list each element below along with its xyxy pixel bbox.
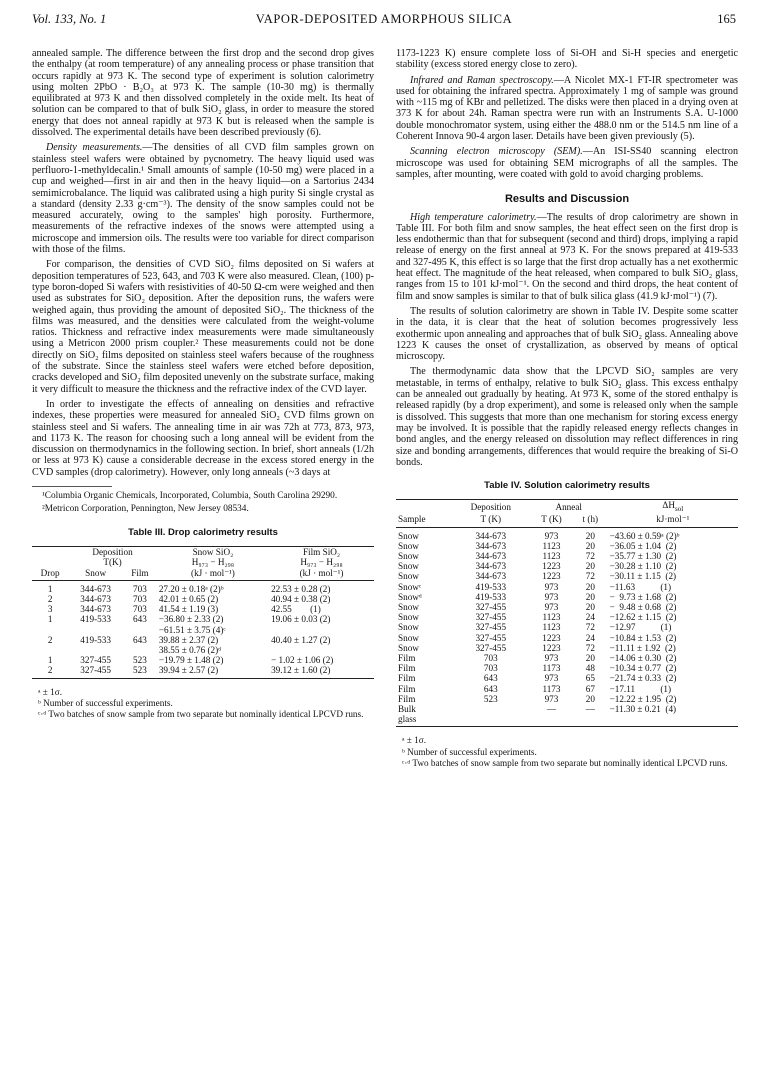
table-cell: 20 [585,653,595,664]
table-cell: 1123 [542,612,561,623]
table-cell: 24 [585,612,595,623]
paragraph: The thermodynamic data show that the LPCVD SiO₂ samples are very metastable, in terms of enthalpy, relative to bulk SiO₂ glass. This excess enthalpy can be annealed out gradually by heating. At 973 K, some of the stored enthalpy is released rapidly (by a drop experiment), and some is released only when the sample is dissolved. This suggests that more than one mechanism for storing excess energy may be involved. It is possible that the rapidly released energy reflects changes in bond angles, and the energy released on dissolution may reflect differences in ring size and bonding arrangements, differences that would require the breaking of Si-O bonds. [396,366,738,468]
table-cell: 72 [585,622,595,633]
table-cell: 419-533 [80,634,111,645]
table-cell: − 9.73 ± 1.68 (2) [609,591,677,602]
table-cell: 643 [133,614,147,625]
paragraph: In order to investigate the effects of annealing on densities and refractive indexes, these properties were measured for annealed SiO₂ CVD films grown on stainless steel and Si wafers. The annealing time in air was 72h at 773, 873, 973, and 1173 K. The reason for choosing such a long anneal will be evident from the discussion on thermodynamics in the following section. In brief, short anneals (1/2h or less at 973 K) cause a considerable decrease in the excess stored energy in the CVD samples (drop calorimetry). However, only long anneals (~3 days at [32,398,374,478]
table-row [32,594,374,604]
table-row [396,592,738,602]
table-cell: 1223 [542,632,561,643]
table-row [32,580,374,594]
table-cell: −10.34 ± 0.77 (2) [609,663,677,674]
table-cell: 344-673 [475,530,507,541]
table-cell: 344-673 [475,561,507,572]
col-header: (kJ · mol⁻¹) [157,568,269,581]
col-header: Film SiO₂ [269,547,374,558]
col-header: Deposition [68,547,157,558]
table-cell: Bulk [398,704,416,715]
table-cell: 65 [585,673,595,684]
col-header: Sample [396,514,452,527]
table-cell: 20 [585,581,595,592]
table-note: ᵃ ± 1σ. [38,686,62,697]
table-cell: 523 [123,665,157,678]
subheading-ir-raman: Infrared and Raman spectroscopy. [410,74,554,86]
dh-subscript: sol [674,505,684,514]
table-row [396,673,738,683]
table-cell: −12.22 ± 1.95 (2) [609,693,677,704]
table-cell: 327-455 [80,655,111,666]
table-cell: Snow [398,530,419,541]
table-cell: 703 [133,583,147,594]
col-header: Anneal [530,500,608,515]
table-body [32,580,374,678]
table-cell: 20 [585,693,595,704]
right-column [396,48,738,769]
table-cell: 27.20 ± 0.18ᵃ (2)ᵇ [158,583,224,594]
table-cell: 973 [544,653,559,664]
table-cell: Film [398,673,416,684]
table-cell: Snow [398,602,419,613]
table-cell: 1 [47,614,53,625]
table-cell: 344-673 [80,593,111,604]
col-header: Drop [32,568,68,581]
table-cell: Snow [398,632,419,643]
table-cell: 1223 [542,571,561,582]
col-header: Deposition [452,500,530,515]
table-cell: 703 [133,604,147,615]
table-cell [32,625,68,635]
table-note: ᶜ·ᵈ Two batches of snow sample from two separate but nominally identical LPCVD runs. [38,708,364,719]
table-cell: − 1.02 ± 1.06 (2) [271,655,334,666]
running-header [32,12,736,32]
footnote: ²Metricon Corporation, Pennington, New Jersey 08534. [42,504,249,515]
col-header: Film [123,568,157,581]
table-cell: −36.80 ± 2.33 (2) [158,614,224,625]
col-header: H₉₇₃ − H₂₉₈ [300,557,343,568]
table-cell: 20 [585,602,595,613]
table-notes [32,687,374,720]
table-cell: 39.88 ± 2.37 (2) [158,634,219,645]
table-cell: 327-455 [475,632,507,643]
table-cell: 20 [585,530,595,541]
table-cell: 703 [133,593,147,604]
table-note: ᵇ Number of successful experiments. [38,697,173,708]
table-notes [396,735,738,768]
table-cell [68,625,123,635]
table-cell: 1223 [542,642,561,653]
col-header: T(K) [103,557,122,568]
table-cell [452,704,530,714]
subheading-calorimetry: High temperature calorimetry. [410,211,537,223]
table-cell: 344-673 [475,571,507,582]
table-cell: 703 [483,663,498,674]
table-cell: 20 [585,540,595,551]
table-cell: −43.60 ± 0.59ᵃ (2)ᵇ [609,530,680,541]
table-cell: — [546,704,557,715]
table-note: ᵇ Number of successful experiments. [402,746,537,757]
table-row [32,655,374,665]
table-cell: — [585,704,595,715]
table-cell: Snow [398,612,419,623]
table-cell: Snow [398,540,419,551]
paragraph: The results of solution calorimetry are shown in Table IV. Despite some scatter in the data, it is clear that the heat of solution becomes progressively less exothermic upon annealing and approaches that of bulk SiO₂ glass. Annealing above 1223 K causes the onset of crystallization, as observed by means of optical microscopy. [396,305,738,363]
table-row [396,684,738,694]
table-row [396,561,738,571]
table-cell: 1123 [542,622,561,633]
paragraph-ir-raman [396,75,738,143]
paragraph-text: —A Nicolet MX-1 FT-IR spectrometer was used for obtaining the infrared spectra. Approximately 1 mg of sample was ground with ~115 mg of KBr and pelletized. The disks were then placed in a drying oven at 373 K for about 24h. Raman spectra were run with an Instruments S.A. U-1000 double monochromator system, using either the 488.0 nm or the 514.5 nm line of a Coherent Innova 90-4 argon laser. Details have been given previously (5). [396,74,738,143]
table-cell [573,714,608,727]
table-solution-calorimetry [396,499,738,727]
table-cell: 643 [483,673,498,684]
table-cell: 523 [133,655,147,666]
footnote-rule [32,486,112,487]
left-column [32,48,374,720]
table-cell: −21.74 ± 0.33 (2) [609,673,677,684]
table-cell: 42.55 (1) [271,604,321,615]
paragraph-calorimetry [396,212,738,302]
table-cell [452,714,530,727]
table-cell: 3 [47,604,53,615]
table-cell: Snowᵈ [398,591,422,602]
table-cell: 1 [47,583,53,594]
table-cell: 643 [483,683,498,694]
paragraph-text: —The results of drop calorimetry are shown in Table III. For both film and snow samples, the heat effect seen on the first drop is less endothermic than that for subsequent (second and third) drops, implying a rapid release of energy on the first anneal at 973 K. For the snows prepared at 419-533 and 327-495 K, this effect is so large that the first drop actually has a net exothermic heat effect. The magnitude of the heat released, when compared to bulk SiO₂ glass, ranges from 15 to 101 kJ·mol⁻¹. On the second and third drops, the heat content of film and snow samples is similar to that of bulk silica glass (41.9 kJ·mol⁻¹) (7). [396,211,739,302]
running-title: VAPOR-DEPOSITED AMORPHOUS SILICA [255,12,513,26]
table-cell: 19.06 ± 0.03 (2) [271,614,331,625]
table-row [32,635,374,645]
table-cell: 1173 [542,663,561,674]
col-header: kJ·mol⁻¹ [608,514,738,527]
table-cell [68,645,123,655]
table-cell: −30.11 ± 1.15 (2) [609,571,677,582]
table-cell: Snow [398,642,419,653]
table-cell [123,625,157,635]
table-drop-calorimetry [32,546,374,678]
page-number: 165 [717,12,736,26]
table-cell: Film [398,683,416,694]
table-row [396,622,738,632]
table-cell: 48 [585,663,595,674]
table-cell: −14.06 ± 0.30 (2) [609,653,677,664]
table-caption: Table III. Drop calorimetry results [128,526,278,538]
table-row [396,602,738,612]
table-cell: 40.94 ± 0.38 (2) [271,593,331,604]
table-row [396,541,738,551]
table-cell: 327-455 [475,612,507,623]
table-cell: Film [398,663,416,674]
table-row [32,645,374,655]
table-cell: −11.30 ± 0.21 (4) [609,704,677,715]
table-row [396,704,738,714]
table-cell: −12.97 (1) [609,622,672,633]
table-cell: 2 [32,665,68,678]
table-cell: 344-673 [475,551,507,562]
table-cell: Snow [398,561,419,572]
table-row [396,714,738,727]
table-row [32,665,374,678]
table-cell: 2 [47,634,53,645]
table-cell: 419-533 [475,581,507,592]
table-cell: 973 [544,673,559,684]
paragraph-sem [396,146,738,180]
table-cell: 703 [483,653,498,664]
table-note: ᵃ ± 1σ. [402,735,426,746]
footnote: ¹Columbia Organic Chemicals, Incorporated, Columbia, South Carolina 29290. [42,490,338,501]
col-header: (kJ · mol⁻¹) [269,568,374,581]
col-header: H₉₇₃ − H₂₉₈ [191,557,235,568]
table-cell: 327-455 [475,602,507,613]
table-row [396,643,738,653]
table-cell: 344-673 [80,604,111,615]
table-cell: 419-533 [80,614,111,625]
table-row [396,694,738,704]
table-cell: 1223 [542,561,561,572]
table-cell: 973 [544,693,559,704]
table-cell: 72 [585,551,595,562]
paragraph-text: —The densities of all CVD film samples grown on stainless steel wafers were obtained by pycnometry. The heavy liquid used was perfluoro-1-methyldecalin.¹ Small amounts of sample (10-50 mg) were placed in a cup and weighed—first in air and then in the heavy liquid—on a Sartorius 2434 semimicrobalance. The liquid was calibrated using a high purity Si single crystal as a standard (density 2.33 g·cm⁻³). The density of the snow samples could not be measured accurately, owing to the samples' high porosity. Furthermore, measurements of the refractive indexes of the snows were attempted using a microscope and immersion oils. The results were too variable for direct comparison with those of the films. [32,142,374,256]
table-cell: 523 [483,693,498,704]
dh-symbol: ΔH [662,500,675,511]
table-cell: −11.11 ± 1.92 (2) [609,642,676,653]
table-cell: 22.53 ± 0.28 (2) [271,583,331,594]
table-cell: 40.40 ± 1.27 (2) [271,634,331,645]
table-cell [530,714,573,727]
table-cell: 327-455 [475,622,507,633]
table-cell: −61.51 ± 3.75 (4)ᶜ [158,624,226,635]
table-cell: 973 [544,581,559,592]
table-cell: 39.94 ± 2.57 (2) [157,665,269,678]
journal-volume: Vol. 133, No. 1 [32,12,107,26]
col-header: T (K) [530,514,573,527]
section-title: Results and Discussion [504,193,630,206]
table-cell: Snow [398,551,419,562]
table-cell: 20 [585,591,595,602]
table-cell: 344-673 [80,583,111,594]
table-cell: 973 [544,530,559,541]
table-cell: 24 [585,632,595,643]
table-row [396,551,738,561]
table-cell: 72 [585,571,595,582]
table-cell [269,645,374,655]
table-cell: 42.01 ± 0.65 (2) [158,593,219,604]
table-cell: 1173 [542,683,561,694]
table-row [396,663,738,673]
paragraph-text: —An ISI-SS40 scanning electron microscope was used for obtaining SEM micrographs of all the samples. The samples, after mounting, were coated with gold to avoid charging problems. [396,146,739,180]
table-body [396,527,738,727]
table-cell: 344-673 [475,540,507,551]
table-row [396,653,738,663]
table-cell: Snowᶜ [398,581,422,592]
table-row [32,614,374,624]
table-cell: Film [398,653,416,664]
table-cell: 38.55 ± 0.76 (2)ᵈ [158,644,222,655]
table-cell: −35.77 ± 1.30 (2) [609,551,677,562]
table-cell: 20 [585,561,595,572]
col-header: T (K) [452,514,530,527]
table-note: ᶜ·ᵈ Two batches of snow sample from two separate but nominally identical LPCVD runs. [402,757,728,768]
table-cell: 41.54 ± 1.19 (3) [158,604,219,615]
table-cell: Snow [398,622,419,633]
table-cell: −19.79 ± 1.48 (2) [158,655,224,666]
table-cell: −11.63 (1) [609,581,672,592]
table-cell: 973 [544,602,559,613]
table-cell: Film [398,693,416,704]
table-cell: 1123 [542,540,561,551]
subheading-sem: Scanning electron microscopy (SEM). [410,146,583,158]
table-cell [123,645,157,655]
paragraph: For comparison, the densities of CVD SiO₂ films deposited on Si wafers at deposition temperatures of 523, 643, and 703 K were also measured. Clean, (100) p-type boron-doped Si wafers with resistivities of 40-50 Ω-cm were weighed and then used as substrates for SiO₂ deposition. After the deposition runs, the wafers were weighed again, thus providing the amount of deposited SiO₂. The thickness of the films was measured, and the densities were calculated from the weight-volume ratios. Thickness and refractive index measurements were made simultaneously using a Metricon 2000 prism coupler.² These measurements could not be done directly on SiO₂ films deposited on stainless steel wafers because of the roughness of the substrate. Since the stainless steel wafers were etched before deposition, cracks developed and SiO₂ film deposited unevenly on the substrate surface, making it very difficult to measure the thickness and the refractive index of the CVD layer. [32,259,374,395]
table-row [32,604,374,614]
table-cell: Snow [398,571,419,582]
table-cell [269,625,374,635]
table-row [32,625,374,635]
paragraph: annealed sample. The difference between the first drop and the second drop gives the enthalpy (at room temperature) of any annealing process or phase transition that occurs rapidly at 973 K. The second type of experiment is solution calorimetry using molten 2PbO · B₂O₃ at 973 K. The sample (10-30 mg) is thermally equilibrated at 973 K and then dissolved completely in the oxide melt. Its heat of solution can be compared to that of bulk SiO₂ glass, in order to measure the stored energy that does not anneal rapidly at 973 K but is released when the sample is dissolved. The experimental details have been described previously (6). [32,48,374,139]
table-cell: 67 [585,683,595,694]
paragraph: 1173-1223 K) ensure complete loss of Si-OH and Si-H species and energetic stability (excess stored energy close to zero). [396,48,738,71]
table-row [396,571,738,581]
table-row [396,612,738,622]
table-row [396,633,738,643]
col-header: t (h) [573,514,608,527]
table-cell: −36.05 ± 1.04 (2) [609,540,677,551]
col-header: Snow SiO₂ [157,547,269,558]
table-cell: 72 [585,642,595,653]
table-cell: 973 [544,591,559,602]
table-cell: −12.62 ± 1.15 (2) [609,612,677,623]
table-caption: Table IV. Solution calorimetry results [484,480,650,492]
table-cell: 1123 [542,551,561,562]
table-cell: 39.12 ± 1.60 (2) [269,665,374,678]
subheading-density: Density measurements. [46,142,143,154]
table-cell: −30.28 ± 1.10 (2) [609,561,677,572]
table-cell [32,645,68,655]
table-row [396,582,738,592]
table-cell: 2 [47,593,53,604]
paragraph-density [32,142,374,255]
table-cell: −10.84 ± 1.53 (2) [609,632,677,643]
col-header: Snow [68,568,123,581]
table-row [396,527,738,541]
table-cell: 419-533 [475,591,507,602]
table-cell [608,714,738,727]
table-cell: 643 [133,634,147,645]
col-header-dh [608,500,738,515]
table-cell: glass [396,714,452,727]
table-cell: 327-455 [68,665,123,678]
table-cell: 327-455 [475,642,507,653]
table-cell: −17.11 (1) [609,683,672,694]
table-cell: − 9.48 ± 0.68 (2) [609,602,677,613]
table-cell: 1 [47,655,53,666]
